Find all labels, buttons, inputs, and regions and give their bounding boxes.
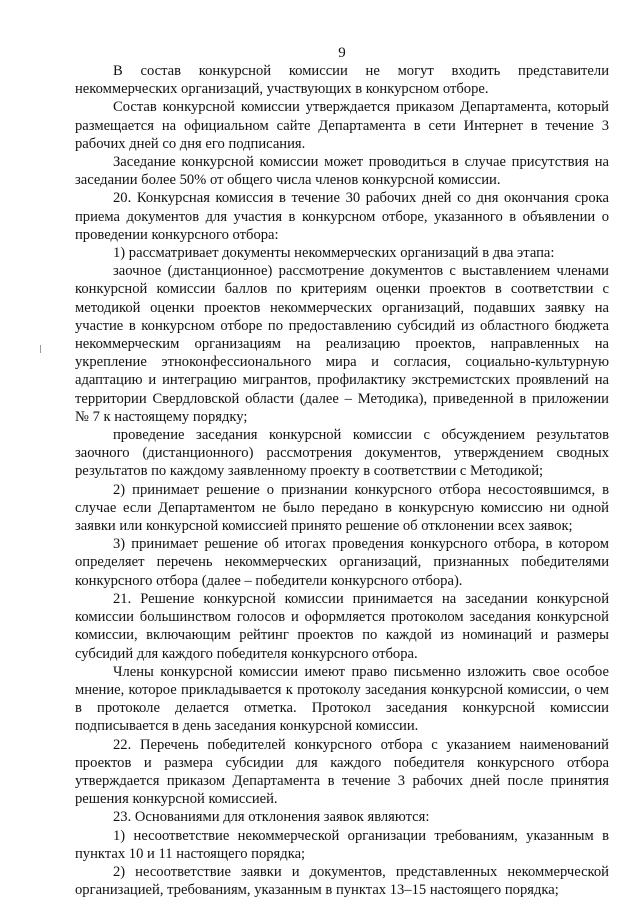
paragraph-commission-composition: Состав конкурсной комиссии утверждается приказом Департамента, который размещается на официальном сайте Департамента в сети Интернет в течение 3 рабочих дней со дня его подписания. — [75, 99, 609, 152]
paragraph-item-20-1: 1) рассматривает документы некоммерческих организаций в два этапа: — [113, 245, 555, 262]
paragraph-meeting-review: проведение заседания конкурсной комиссии с обсуждением результатов заочного (дистанционного) рассмотрения документов, утверждением сводных результатов по каждому заявленному проекту в соответствии с Методикой; — [75, 427, 609, 480]
paragraph-item-23-2: 2) несоответствие заявки и документов, представленных некоммерческой организацией, требованиям, указанным в пунктах 13–15 настоящего порядка; — [75, 863, 609, 899]
paragraph-remote-review: заочное (дистанционное) рассмотрение документов с выставлением членами конкурсной комиссии баллов по критериям оценки проектов в соответствии с методикой оценки проектов некоммерческих организаций, подавших заявку на участие в конкурсном отборе по предоставлению субсидий из областного бюджета некоммерческим организациям на реализацию проектов, направленных на укрепление этноконфессионального мира и согласия, социально-культурную адаптацию и интеграцию мигрантов, профилактику экстремистских проявлений на территории Свердловской области (далее – Методика), приведенной в приложении № 7 к настоящему порядку; — [75, 263, 609, 425]
document-page — [75, 44, 609, 899]
paragraph-item-20-2: 2) принимает решение о признании конкурсного отбора несостоявшимся, в случае если Департаментом не было передано в конкурсную комиссию ни одной заявки или конкурсной комиссией принято решение об отклонении всех заявок; — [75, 481, 609, 535]
paragraph-commission-quorum: Заседание конкурсной комиссии может проводиться в случае присутствия на заседании более 50% от общего числа членов конкурсной комиссии. — [75, 154, 609, 189]
paragraph-item-22: 22. Перечень победителей конкурсного отбора с указанием наименований проектов и размера субсидии для каждого победителя конкурсного отбора утверждается приказом Департамента в течение 3 рабочих дней после принятия решения конкурсной комиссией. — [75, 736, 609, 808]
paragraph-item-23-1: 1) несоответствие некоммерческой организации требованиям, указанным в пунктах 10 и 11 настоящего порядка; — [75, 827, 609, 862]
page-number: 9 — [338, 45, 346, 61]
paragraph-item-23: 23. Основаниями для отклонения заявок являются: — [113, 809, 430, 826]
paragraph-item-20-3: 3) принимает решение об итогах проведения конкурсного отбора, в котором определяет перечень некоммерческих организаций, признанных победителями конкурсного отбора (далее – победители конкурсного отбора). — [75, 536, 609, 589]
paragraph-commission-exclusion: В состав конкурсной комиссии не могут входить представители некоммерческих организаций, участвующих в конкурсном отборе. — [75, 63, 609, 98]
paragraph-item-20: 20. Конкурсная комиссия в течение 30 рабочих дней со дня окончания срока приема документов для участия в конкурсном отборе, указанного в объявлении о проведении конкурсного отбора: — [75, 190, 609, 243]
paragraph-item-21: 21. Решение конкурсной комиссии принимается на заседании конкурсной комиссии большинством голосов и оформляется протоколом заседания конкурсной комиссии, включающим рейтинг проектов по каждой из номинаций и размеры субсидий для каждого победителя конкурсного отбора. — [75, 590, 609, 662]
margin-mark — [40, 345, 41, 353]
paragraph-dissenting-opinion: Члены конкурсной комиссии имеют право письменно изложить свое особое мнение, которое прикладывается к протоколу заседания конкурсной комиссии, о чем в протоколе делается отметка. Протокол заседания конкурсной комиссии подписывается в день заседания конкурсной комиссии. — [75, 663, 609, 735]
